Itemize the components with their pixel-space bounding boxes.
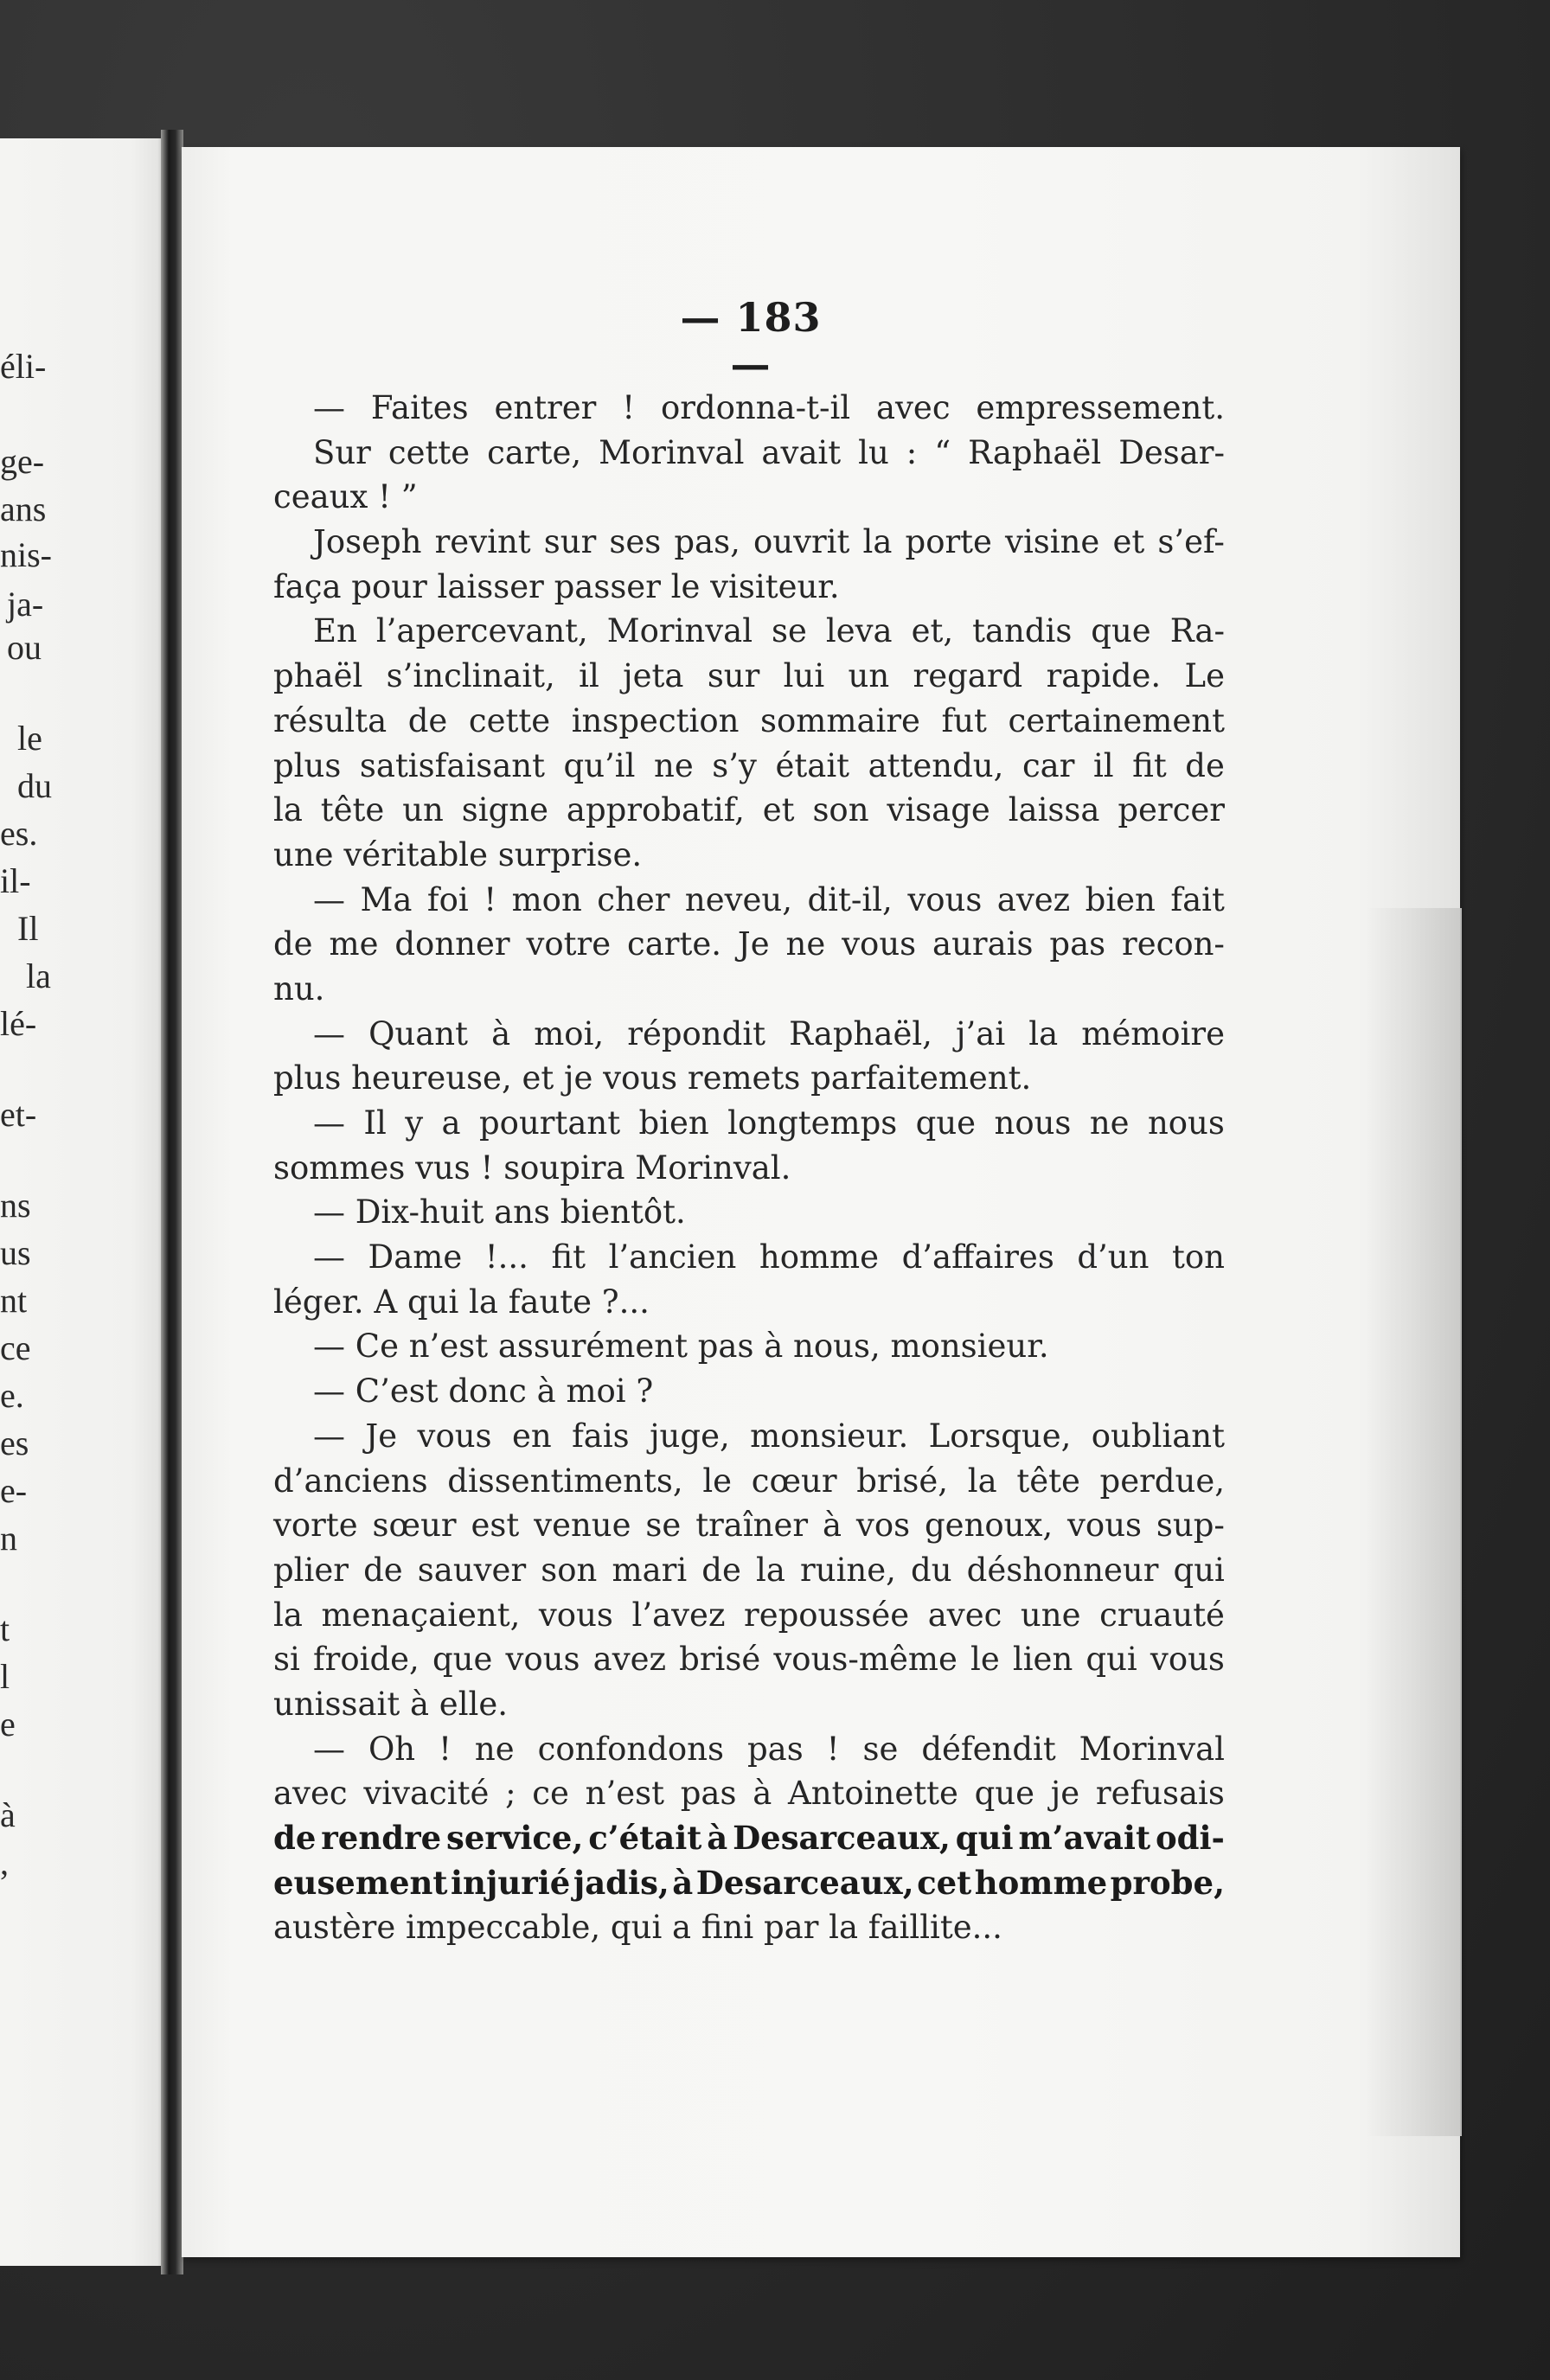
previous-page-fragment: le bbox=[17, 719, 42, 758]
previous-page-fragment: ce bbox=[0, 1328, 31, 1367]
text-line: unissait à elle. bbox=[273, 1685, 509, 1723]
previous-page-fragment: la bbox=[26, 956, 51, 995]
text-line: Sur cette carte, Morinval avait lu : “ Raphaël Desar- bbox=[313, 433, 1225, 471]
page-number: — 183 — bbox=[680, 294, 822, 387]
previous-page-fragment: il- bbox=[0, 861, 31, 900]
previous-page-fragment: ou bbox=[7, 628, 42, 667]
text-line: sommes vus ! soupira Morinval. bbox=[273, 1148, 791, 1187]
text-line: — Oh ! ne confondons pas ! se défendit Morinval bbox=[313, 1730, 1225, 1768]
previous-page-fragment: ge- bbox=[0, 442, 45, 481]
text-line: — C’est donc à moi ? bbox=[313, 1372, 654, 1411]
page-stack-edge bbox=[1367, 908, 1462, 2136]
previous-page-fragment: , bbox=[0, 1843, 9, 1882]
text-line: — Faites entrer ! ordonna-t-il avec empressement. bbox=[313, 389, 1225, 426]
previous-page-fragment: n bbox=[0, 1519, 17, 1558]
text-line: ceaux ! ” bbox=[273, 478, 418, 516]
text-line: — Ce n’est assurément pas à nous, monsieur. bbox=[313, 1328, 1049, 1366]
text-line: nu. bbox=[273, 969, 325, 1008]
text-line: de rendre service, c’était à Desarceaux, qui m’avait odi- bbox=[273, 1819, 1225, 1857]
text-line: la menaçaient, vous l’avez repoussée avec une cruauté bbox=[273, 1596, 1225, 1634]
previous-page-fragment: es bbox=[0, 1424, 29, 1462]
text-line: plus heureuse, et je vous remets parfaitement. bbox=[273, 1059, 1032, 1097]
previous-page-fragment: ans bbox=[0, 489, 47, 528]
previous-page-fragment: e. bbox=[0, 1376, 24, 1415]
previous-page-fragment: lé- bbox=[0, 1004, 37, 1043]
previous-page-fragment: us bbox=[0, 1233, 31, 1272]
text-line: si froide, que vous avez brisé vous-même le lien qui vous bbox=[273, 1641, 1225, 1679]
text-line: plus satisfaisant qu’il ne s’y était attendu, car il fit de bbox=[273, 746, 1225, 784]
page-body-text bbox=[273, 386, 1225, 1950]
previous-page-fragment: ja- bbox=[7, 585, 44, 624]
text-line: Joseph revint sur ses pas, ouvrit la porte visine et s’ef- bbox=[313, 523, 1225, 561]
previous-page-fragment: nt bbox=[0, 1281, 28, 1320]
text-line: austère impeccable, qui a fini par la faillite... bbox=[273, 1909, 1002, 1947]
text-line: vorte sœur est venue se traîner à vos genoux, vous sup- bbox=[273, 1507, 1225, 1545]
book-gutter bbox=[161, 130, 183, 2274]
previous-page-fragment: et- bbox=[0, 1095, 37, 1134]
text-line: phaël s’inclinait, il jeta sur lui un regard rapide. Le bbox=[273, 657, 1225, 695]
previous-page-fragment: t bbox=[0, 1609, 10, 1648]
text-line: En l’apercevant, Morinval se leva et, tandis que Ra- bbox=[313, 612, 1225, 650]
previous-page-fragment: Il bbox=[17, 909, 39, 948]
previous-page-fragment: du bbox=[17, 766, 52, 805]
text-line: d’anciens dissentiments, le cœur brisé, la tête perdue, bbox=[273, 1462, 1225, 1500]
text-line: avec vivacité ; ce n’est pas à Antoinette que je refusais bbox=[273, 1775, 1225, 1813]
previous-page-fragment: ns bbox=[0, 1186, 31, 1225]
previous-page-fragment: e- bbox=[0, 1471, 28, 1510]
text-line: une véritable surprise. bbox=[273, 835, 643, 873]
previous-page-fragment: éli- bbox=[0, 347, 47, 386]
text-line: plier de sauver son mari de la ruine, du déshonneur qui bbox=[273, 1551, 1225, 1589]
text-line: — Dix-huit ans bientôt. bbox=[313, 1193, 686, 1232]
previous-page-fragment: e bbox=[0, 1705, 16, 1743]
text-line: léger. A qui la faute ?... bbox=[273, 1283, 650, 1321]
previous-page-fragment: es. bbox=[0, 814, 38, 853]
text-line: résulta de cette inspection sommaire fut certainement bbox=[273, 701, 1225, 739]
previous-page-fragment: nis- bbox=[0, 535, 52, 574]
text-line: — Je vous en fais juge, monsieur. Lorsque, oubliant bbox=[313, 1417, 1225, 1455]
text-line: de me donner votre carte. Je ne vous aurais pas recon- bbox=[273, 925, 1225, 963]
text-line: faça pour laisser passer le visiteur. bbox=[273, 567, 840, 605]
text-line: — Il y a pourtant bien longtemps que nous ne nous bbox=[313, 1104, 1225, 1142]
previous-page-fragment: l bbox=[0, 1657, 10, 1696]
text-line: — Ma foi ! mon cher neveu, dit-il, vous avez bien fait bbox=[313, 880, 1225, 918]
text-line: — Quant à moi, répondit Raphaël, j’ai la mémoire bbox=[313, 1014, 1225, 1052]
text-line: — Dame !... fit l’ancien homme d’affaires d’un ton bbox=[313, 1238, 1225, 1276]
text-line: la tête un signe approbatif, et son visage laissa percer bbox=[273, 791, 1225, 829]
text-line: eusement injurié jadis, à Desarceaux, cet homme probe, bbox=[273, 1863, 1225, 1902]
previous-page-fragment: à bbox=[0, 1795, 16, 1834]
